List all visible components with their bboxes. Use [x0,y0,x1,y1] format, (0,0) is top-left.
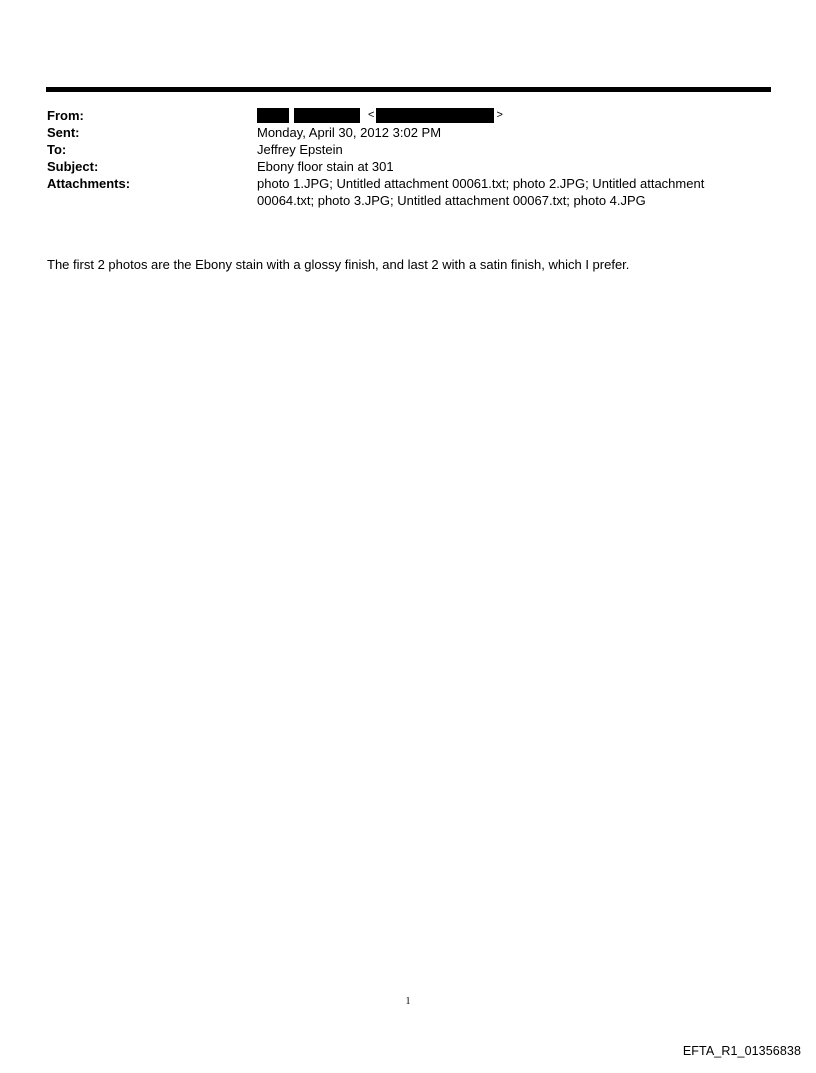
from-label: From: [47,108,84,123]
subject-label: Subject: [47,159,99,174]
subject-value: Ebony floor stain at 301 [257,159,394,174]
header-rule [46,87,771,92]
redaction-bar [376,108,494,123]
attachments-line-1: photo 1.JPG; Untitled attachment 00061.txt; photo 2.JPG; Untitled attachment [257,176,705,191]
sent-label: Sent: [47,125,80,140]
to-label: To: [47,142,67,157]
sent-value: Monday, April 30, 2012 3:02 PM [257,125,442,140]
from-bracket-open: < [368,109,375,121]
email-header [47,107,767,209]
to-row [47,141,767,158]
attachments-label: Attachments: [47,176,131,191]
attachments-value [257,175,767,209]
from-row [47,107,767,124]
email-body: The first 2 photos are the Ebony stain with a glossy finish, and last 2 with a satin finish, which I prefer. [47,257,630,272]
from-bracket-close: > [496,109,503,121]
page-number: 1 [405,996,411,1007]
sent-row [47,124,767,141]
redaction-bar [294,108,360,123]
attachments-row [47,175,767,209]
subject-row [47,158,767,175]
from-value [257,107,767,124]
attachments-line-2: 00064.txt; photo 3.JPG; Untitled attachment 00067.txt; photo 4.JPG [257,193,646,208]
to-value: Jeffrey Epstein [257,142,343,157]
redaction-bar [257,108,289,123]
document-id: EFTA_R1_01356838 [682,1044,801,1058]
